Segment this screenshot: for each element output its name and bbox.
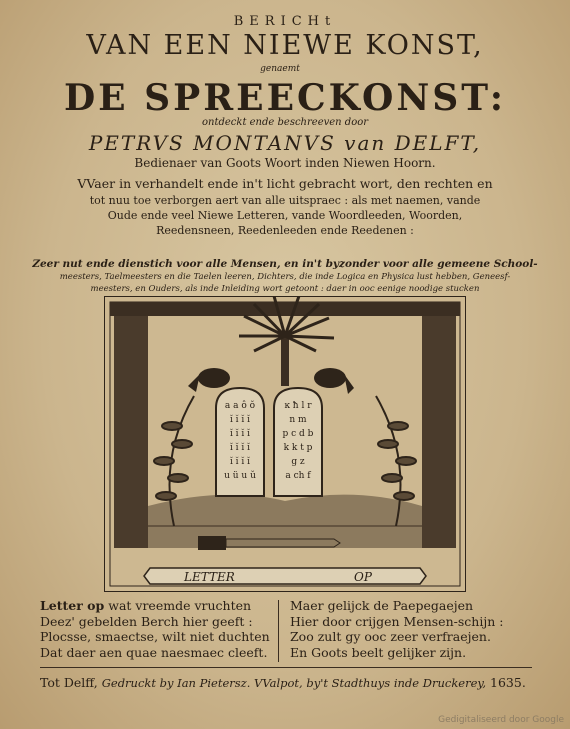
tablet-left-row: ĭ ĭ ĭ ĭ — [229, 457, 251, 467]
tablet-right-row: g z — [291, 457, 305, 467]
title-line-konst: VAN EEN NIEWE KONST, — [86, 30, 484, 61]
imprint-rule — [40, 667, 532, 668]
title-ontdeckt: ontdeckt ende beschreeven door — [201, 117, 369, 128]
imprint-printer: Gedruckt by Ian Pietersz. VValpot, by't Stadthuys inde Druckerey, — [101, 676, 487, 690]
italic-line: meesters, Taelmeesters en die Taelen leeren, Dichters, die inde Logica en Physica lust hebben, Geneesf- — [59, 272, 511, 282]
italic-line: meesters, en Ouders, als inde Inleiding wort getoont : daer in ooc eenige noodige stucken — [90, 284, 480, 294]
body-line: VVaer in verhandelt ende in't licht gebracht wort, den rechten en — [77, 176, 493, 191]
tablet-left-row: ĭ ĭ ĭ ĭ — [229, 443, 251, 453]
digitized-watermark: Gedigitaliseerd door Google — [438, 715, 564, 725]
tablet-left-row: u ü u ŭ — [224, 471, 256, 481]
imprint-year: 1635. — [490, 675, 526, 690]
body-line: Oude ende veel Niewe Letteren, vande Woordleeden, Woorden, — [107, 209, 463, 222]
imprint-place: Tot Delff, — [40, 675, 98, 690]
italic-line: Zeer nut ende dienstich voor alle Mensen, en in't byzonder voor alle gemeene School- — [32, 258, 538, 270]
emblem-engraving — [104, 296, 466, 592]
main-title: DE SPREECKONST: — [63, 77, 507, 119]
left-column — [114, 306, 148, 548]
verse-line: Dat daer aen quae naesmaec cleeft. — [40, 644, 268, 660]
letter-op-banner — [144, 568, 426, 584]
verse-lead: Letter op — [40, 598, 105, 613]
right-column — [422, 306, 456, 548]
verse-right — [290, 598, 503, 660]
tablet-right-row: a ch f — [285, 471, 311, 481]
tablet-left-row: ĭ ĭ ĭ ĭ — [229, 415, 251, 425]
tablet-left-row: ĭ ĭ ĭ ĭ — [229, 429, 251, 439]
tablet-right-row: k k t p — [283, 443, 313, 453]
verse-line: Hier door crijgen Mensen-schijn : — [290, 613, 504, 629]
verse-line: Deez' gebelden Berch hier geeft : — [40, 613, 253, 629]
verse-line: Maer gelijck de Paepegaejen — [290, 598, 474, 613]
title-genaemt: genaemt — [260, 64, 300, 74]
tablet-right-row: p c d b — [282, 429, 314, 439]
verse-line: Zoo zult gy ooc zeer verfraejen. — [290, 629, 491, 644]
verse-left — [40, 598, 270, 660]
author-office: Bedienaer van Goots Woort inden Niewen Hoorn. — [134, 156, 436, 170]
verse-divider — [278, 600, 279, 662]
imprint — [40, 675, 526, 690]
body-line: Reedensneen, Reedenleeden ende Reedenen : — [156, 224, 414, 237]
verse-line: Plocsse, smaectse, wilt niet duchten — [40, 629, 270, 644]
banner-text: LETTER — [184, 570, 235, 584]
tablet-left-row: a a ô ŏ — [224, 401, 256, 411]
verse-line: Letter op wat vreemde vruchten — [40, 598, 252, 613]
tablet-right-row: n m — [289, 415, 307, 425]
body-line: tot nuu toe verborgen aert van alle uitspraec : als met naemen, vande — [89, 194, 481, 207]
tablet-right-row: ĸ ħ l r — [284, 401, 312, 411]
title-line-bericht: BERICHt — [233, 14, 337, 29]
verse-line: En Goots beelt gelijker zijn. — [290, 644, 467, 660]
banner-text-right: OP — [354, 570, 372, 584]
author-name: PETRVS MONTANVS van DELFT, — [88, 131, 482, 155]
